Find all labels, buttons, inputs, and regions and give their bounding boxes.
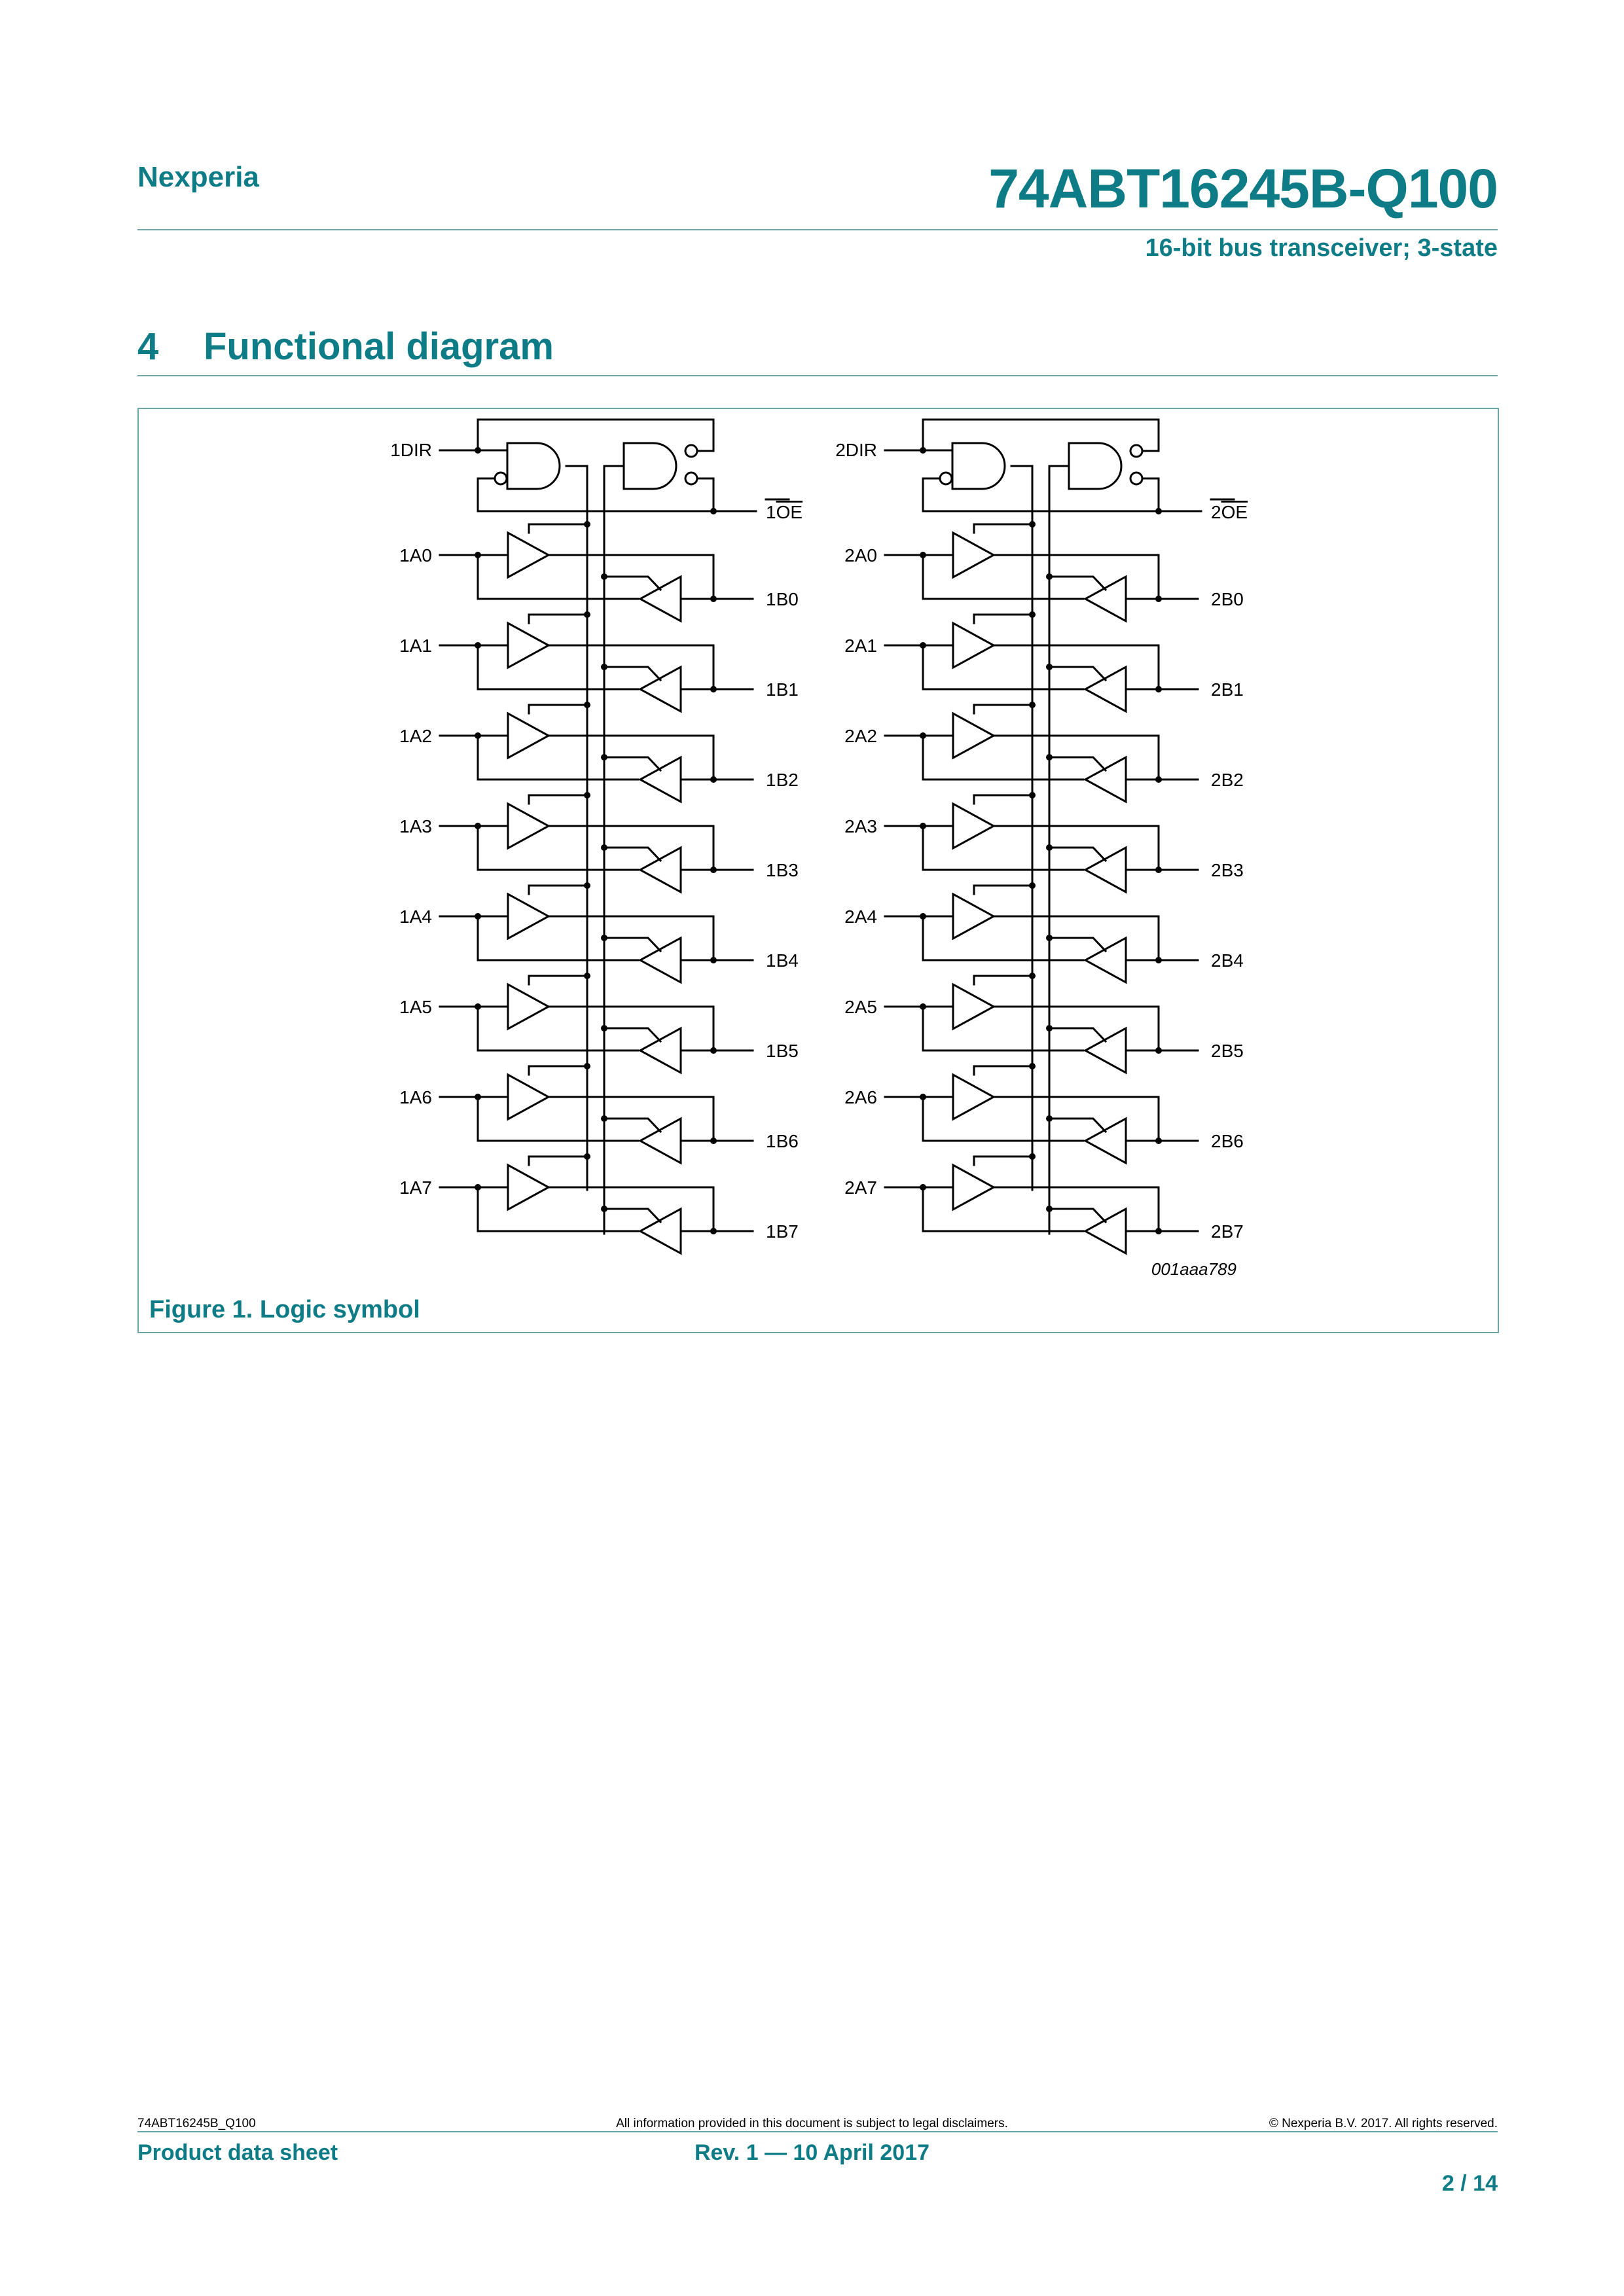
buffer-b-to-a [1085, 667, 1126, 711]
oe-pin-label: 2OE [1211, 502, 1248, 522]
junction-dot [601, 573, 607, 580]
buffer-b-to-a [640, 1028, 681, 1073]
junction-dot [1046, 1206, 1053, 1212]
document-subtitle: 16-bit bus transceiver; 3-state [1145, 234, 1498, 262]
buffer-a-to-b [953, 804, 994, 848]
pin-label-a1: 1A1 [399, 636, 432, 656]
enable-tap-a [529, 524, 587, 533]
enable-tap-a [974, 795, 1032, 804]
enable-tap-a [974, 615, 1032, 623]
pin-label-b5: 1B5 [766, 1041, 799, 1061]
section-title: Functional diagram [204, 325, 554, 368]
pin-label-a4: 2A4 [844, 906, 877, 927]
junction-dot [1046, 1025, 1053, 1031]
enable-tap-b [1049, 757, 1106, 770]
pin-label-a3: 2A3 [844, 816, 877, 836]
enable-tap-b [1049, 848, 1106, 861]
buffer-b-to-a [1085, 757, 1126, 802]
buffer-a-to-b [508, 894, 549, 939]
inversion-bubble [1130, 445, 1142, 457]
junction-dot [1029, 521, 1036, 528]
dir-feedback-wire [478, 420, 713, 451]
dir-pin-label: 1DIR [390, 440, 432, 460]
pin-label-a0: 2A0 [844, 545, 877, 565]
buffer-b-to-a [1085, 1119, 1126, 1163]
buffer-a-to-b [508, 804, 549, 848]
dir-feedback-wire [923, 420, 1159, 451]
and-gate-dir [507, 443, 560, 489]
pin-label-a7: 1A7 [399, 1177, 432, 1198]
buffer-b-to-a [640, 667, 681, 711]
document-title: 74ABT16245B-Q100 [988, 158, 1498, 219]
pin-label-b7: 2B7 [1211, 1221, 1244, 1242]
junction-dot [1029, 973, 1036, 979]
footer-doc-type: Product data sheet [137, 2140, 338, 2165]
pin-label-b6: 1B6 [766, 1131, 799, 1151]
enable-tap-b [604, 667, 660, 680]
junction-dot [584, 1153, 590, 1160]
enable-tap-b [604, 1209, 660, 1222]
buffer-b-to-a [1085, 848, 1126, 892]
enable-tap-a [529, 615, 587, 623]
enable-tap-b [1049, 667, 1106, 680]
junction-dot [1046, 754, 1053, 761]
enable-tap-a [529, 1066, 587, 1075]
enable-tap-b [604, 848, 660, 861]
pin-label-a6: 1A6 [399, 1087, 432, 1107]
enable-tap-b [604, 938, 660, 951]
junction-dot [1046, 935, 1053, 941]
junction-dot [1029, 611, 1036, 618]
junction-dot [1029, 702, 1036, 708]
page-number: 2 / 14 [1441, 2171, 1498, 2196]
enable-tap-b [1049, 577, 1106, 590]
pin-label-b0: 2B0 [1211, 589, 1244, 609]
oe-bar-label: OE [1221, 502, 1248, 522]
enable-tap-b [604, 1028, 660, 1041]
enable-tap-b [1049, 1119, 1106, 1132]
enable-tap-b [1049, 938, 1106, 951]
oe-bar-label: OE [776, 502, 803, 522]
buffer-a-to-b [953, 533, 994, 577]
buffer-a-to-b [508, 533, 549, 577]
enable-tap-a [974, 976, 1032, 984]
pin-label-b3: 2B3 [1211, 860, 1244, 880]
buffer-a-to-b [953, 713, 994, 758]
junction-dot [601, 664, 607, 670]
pin-label-b1: 1B1 [766, 679, 799, 700]
junction-dot [584, 702, 590, 708]
junction-dot [1029, 792, 1036, 798]
dir-pin-label: 2DIR [835, 440, 877, 460]
pin-label-b4: 1B4 [766, 950, 799, 971]
inversion-bubble [495, 473, 507, 484]
buffer-a-to-b [508, 1075, 549, 1119]
junction-dot [601, 844, 607, 851]
pin-label-a2: 1A2 [399, 726, 432, 746]
enable-tap-a [529, 795, 587, 804]
junction-dot [601, 935, 607, 941]
figure-caption: Figure 1. Logic symbol [149, 1296, 420, 1323]
and-gate-dir-inverted [1069, 443, 1121, 489]
pin-label-b4: 2B4 [1211, 950, 1244, 971]
junction-dot [1046, 844, 1053, 851]
junction-dot [584, 973, 590, 979]
pin-label-b0: 1B0 [766, 589, 799, 609]
inversion-bubble [1130, 473, 1142, 484]
pin-label-a6: 2A6 [844, 1087, 877, 1107]
junction-dot [601, 1025, 607, 1031]
figure-code: 001aaa789 [1151, 1259, 1236, 1279]
enable-tap-a [529, 886, 587, 894]
buffer-b-to-a [1085, 938, 1126, 982]
junction-dot [601, 754, 607, 761]
oe-pin-label: 1OE [766, 502, 803, 522]
buffer-a-to-b [953, 894, 994, 939]
enable-tap-a [974, 1066, 1032, 1075]
junction-dot [1046, 1115, 1053, 1122]
enable-tap-a [974, 1157, 1032, 1165]
junction-dot [1046, 664, 1053, 670]
enable-tap-b [604, 577, 660, 590]
buffer-b-to-a [640, 938, 681, 982]
pin-label-b1: 2B1 [1211, 679, 1244, 700]
buffer-a-to-b [508, 623, 549, 668]
buffer-a-to-b [508, 1165, 549, 1210]
enable-tap-a [529, 976, 587, 984]
section-number: 4 [137, 325, 159, 368]
buffer-a-to-b [953, 1165, 994, 1210]
pin-label-a2: 2A2 [844, 726, 877, 746]
enable-tap-b [604, 1119, 660, 1132]
inversion-bubble [685, 445, 697, 457]
pin-label-b5: 2B5 [1211, 1041, 1244, 1061]
inversion-bubble [940, 473, 952, 484]
buffer-a-to-b [953, 623, 994, 668]
buffer-b-to-a [640, 577, 681, 621]
enable-bus-a [1011, 466, 1032, 1190]
footer-disclaimer: All information provided in this document is subject to legal disclaimers. [616, 2117, 1008, 2130]
enable-tap-a [974, 705, 1032, 713]
buffer-b-to-a [1085, 1209, 1126, 1253]
buffer-b-to-a [1085, 577, 1126, 621]
buffer-b-to-a [640, 1119, 681, 1163]
junction-dot [601, 1206, 607, 1212]
junction-dot [584, 882, 590, 889]
pin-label-a5: 1A5 [399, 997, 432, 1017]
enable-tap-a [529, 705, 587, 713]
and-gate-dir [952, 443, 1005, 489]
buffer-b-to-a [640, 757, 681, 802]
junction-dot [601, 1115, 607, 1122]
buffer-b-to-a [640, 1209, 681, 1253]
footer-revision: Rev. 1 — 10 April 2017 [694, 2140, 930, 2165]
junction-dot [1029, 1153, 1036, 1160]
inversion-bubble [685, 473, 697, 484]
junction-dot [1155, 508, 1162, 514]
pin-label-a0: 1A0 [399, 545, 432, 565]
junction-dot [584, 1063, 590, 1069]
brand-name: Nexperia [137, 161, 259, 193]
buffer-a-to-b [508, 984, 549, 1029]
pin-label-a5: 2A5 [844, 997, 877, 1017]
oe-gate-wire [697, 478, 713, 511]
junction-dot [584, 611, 590, 618]
enable-bus-a [566, 466, 587, 1190]
enable-tap-a [974, 524, 1032, 533]
pin-label-b7: 1B7 [766, 1221, 799, 1242]
junction-dot [1029, 1063, 1036, 1069]
footer-divider [137, 2131, 1498, 2132]
buffer-a-to-b [508, 713, 549, 758]
enable-tap-b [1049, 1028, 1106, 1041]
pin-label-a4: 1A4 [399, 906, 432, 927]
junction-dot [584, 521, 590, 528]
pin-label-b6: 2B6 [1211, 1131, 1244, 1151]
enable-tap-b [604, 757, 660, 770]
enable-tap-b [1049, 1209, 1106, 1222]
junction-dot [584, 792, 590, 798]
footer-doc-id: 74ABT16245B_Q100 [137, 2117, 256, 2130]
pin-label-a3: 1A3 [399, 816, 432, 836]
junction-dot [1046, 573, 1053, 580]
buffer-a-to-b [953, 984, 994, 1029]
footer-copyright: © Nexperia B.V. 2017. All rights reserved. [1269, 2117, 1498, 2130]
buffer-a-to-b [953, 1075, 994, 1119]
pin-label-a1: 2A1 [844, 636, 877, 656]
and-gate-dir-inverted [624, 443, 676, 489]
junction-dot [710, 508, 717, 514]
enable-tap-a [974, 886, 1032, 894]
pin-label-b2: 2B2 [1211, 770, 1244, 790]
pin-label-b2: 1B2 [766, 770, 799, 790]
junction-dot [1029, 882, 1036, 889]
buffer-b-to-a [640, 848, 681, 892]
oe-gate-wire [1142, 478, 1159, 511]
enable-tap-a [529, 1157, 587, 1165]
buffer-b-to-a [1085, 1028, 1126, 1073]
pin-label-b3: 1B3 [766, 860, 799, 880]
pin-label-a7: 2A7 [844, 1177, 877, 1198]
